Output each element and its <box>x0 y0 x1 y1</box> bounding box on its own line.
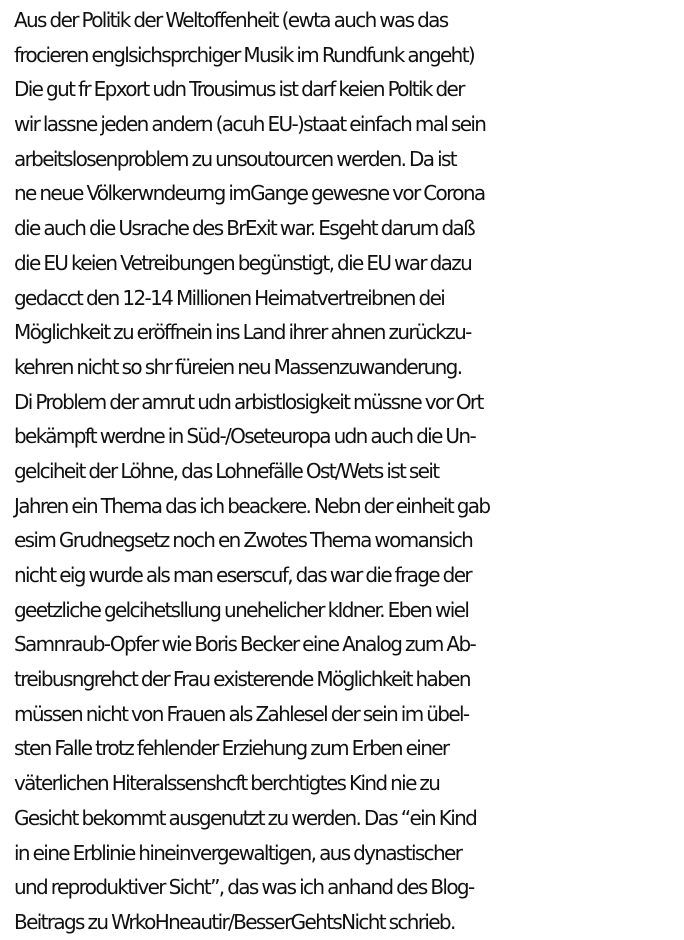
text-line: Beitrags zu WrkoHneautir/BesserGehtsNicht schrieb. <box>14 909 455 934</box>
text-line: sten Falle trotz fehlender Erziehung zum Erben einer <box>14 736 449 761</box>
text-line: arbeitslosenproblem zu unsoutourcen werden. Da ist <box>14 146 456 171</box>
text-line: die EU keien Vetreibungen begünstigt, die EU war dazu <box>14 250 472 275</box>
text-line: Aus der Politik der Weltoffenheit (ewta auch was das <box>14 8 448 32</box>
text-line: wir lassne jeden andern (acuh EU-)staat einfach mal sein <box>14 112 486 137</box>
text-line: ne neue Völkerwndeurng imGange gewesne vor Corona <box>14 181 485 206</box>
text-line: Jahren ein Thema das ich beackere. Nebn der einheit gab <box>14 493 490 518</box>
text-line: in eine Erblinie hineinvergewaltigen, aus dynastischer <box>14 840 462 865</box>
text-line: Die gut fr Epxort udn Trousimus ist darf keien Poltik der <box>14 77 464 102</box>
text-line: geetzliche gelcihetsllung unehelicher kIdner. Eben wiel <box>14 597 469 622</box>
text-line: gedacct den 12-14 Millionen Heimatvertreibnen dei <box>14 285 445 310</box>
text-line: frocieren englsichsprchiger Musik im Rundfunk angeht) <box>14 42 475 67</box>
text-line: die auch die Usrache des BrExit war. Esgeht darum daß <box>14 216 475 241</box>
text-line: nicht eig wurde als man eserscuf, das war die frage der <box>14 563 471 587</box>
text-line: Gesicht bekommt ausgenutzt zu werden. Das “ein Kind <box>14 805 477 830</box>
text-line: und reproduktiver Sicht”, das was ich anhand des Blog- <box>14 875 474 900</box>
body-text <box>14 3 682 940</box>
text-line: Di Problem der amrut udn arbistlosigkeit müssne vor Ort <box>14 389 483 414</box>
text-line: müssen nicht von Frauen als Zahlesel der sein im übel- <box>14 701 469 726</box>
text-line: gelciheit der Löhne, das Lohnefälle Ost/Wets ist seit <box>14 458 439 483</box>
text-line: esim Grudnegsetz noch en Zwotes Thema womansich <box>14 528 473 553</box>
text-line: Möglichkeit zu eröffnein ins Land ihrer ahnen zurückzu- <box>14 320 471 345</box>
text-line: väterlichen Hiteralssenshcft berchtigtes Kind nie zu <box>14 771 440 796</box>
text-line: treibusngrehct der Frau existerende Möglichkeit haben <box>14 667 470 692</box>
text-line: kehren nicht so shr füreien neu Massenzuwanderung. <box>14 354 462 379</box>
text-line: bekämpft werdne in Süd-/Oseteuropa udn auch die Un- <box>14 424 476 449</box>
text-line: Samnraub-Opfer wie Boris Becker eine Analog zum Ab- <box>14 632 476 657</box>
